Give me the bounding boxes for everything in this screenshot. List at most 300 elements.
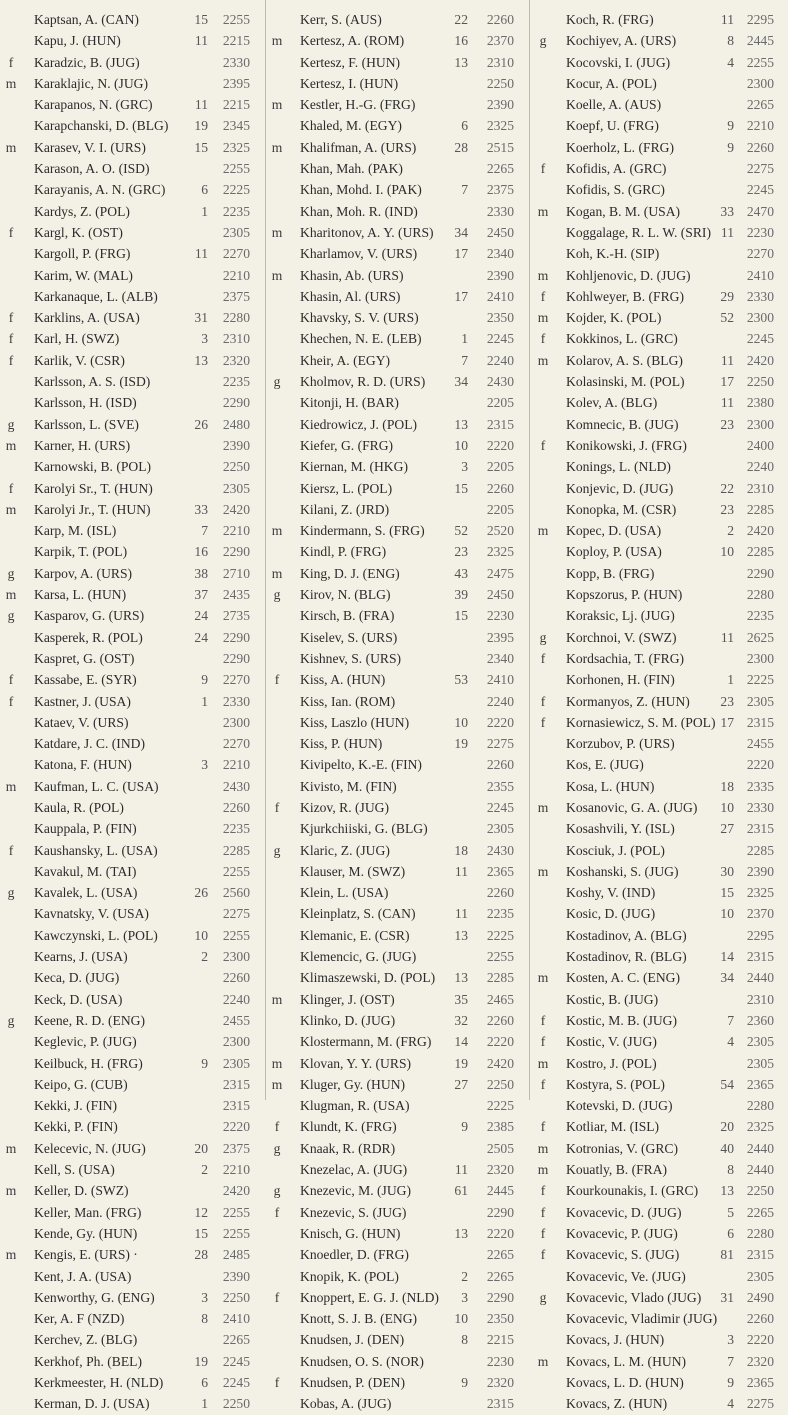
player-name: Kastner, J. (USA) <box>34 693 131 709</box>
player-row <box>266 818 524 839</box>
player-name: Keglevic, P. (JUG) <box>34 1034 137 1050</box>
player-rating: 2280 <box>746 1098 774 1114</box>
player-name: Knopik, K. (POL) <box>300 1268 399 1284</box>
player-rating: 2735 <box>222 608 250 624</box>
player-name: Kosten, A. C. (ENG) <box>566 970 681 986</box>
player-rating: 2350 <box>486 310 514 326</box>
player-rating: 2365 <box>746 1375 774 1390</box>
player-row <box>266 946 524 967</box>
player-name: Kluger, Gy. (HUN) <box>300 1076 406 1092</box>
player-rating: 2285 <box>486 970 514 986</box>
player-name: Keller, D. (SWZ) <box>34 1183 129 1199</box>
player-games: 20 <box>194 1140 208 1156</box>
player-row <box>266 435 524 456</box>
player-name: Knezevic, S. (JUG) <box>300 1204 407 1220</box>
player-games: 24 <box>194 608 208 624</box>
player-games: 9 <box>461 1375 468 1390</box>
player-title: m <box>537 1055 549 1071</box>
player-games: 18 <box>454 842 468 858</box>
player-rating: 2325 <box>746 885 774 901</box>
player-games: 7 <box>461 352 468 368</box>
player-name: Kos, E. (JUG) <box>566 757 644 773</box>
player-name: Kostic, M. B. (JUG) <box>566 1012 678 1028</box>
player-rating: 2370 <box>746 906 774 922</box>
player-name: Knoppert, E. G. J. (NLD) <box>300 1289 439 1305</box>
player-row <box>532 818 784 839</box>
player-title: f <box>540 1225 546 1241</box>
player-title: m <box>537 267 549 283</box>
player-rating: 2275 <box>746 1396 774 1412</box>
player-name: Kenworthy, G. (ENG) <box>34 1289 155 1305</box>
player-row <box>532 1053 784 1074</box>
player-row <box>266 627 524 648</box>
player-row <box>266 328 524 349</box>
player-name: Kotevski, D. (JUG) <box>566 1098 673 1114</box>
player-name: Khasin, Ab. (URS) <box>300 267 404 283</box>
players-column-3 <box>532 9 784 1415</box>
player-row <box>266 286 524 307</box>
player-row <box>0 1287 262 1308</box>
player-rating: 2215 <box>222 33 250 49</box>
player-title: m <box>537 203 549 219</box>
player-title: m <box>271 139 283 155</box>
player-row <box>532 1351 784 1372</box>
player-games: 43 <box>454 565 468 581</box>
player-name: Kouatly, B. (FRA) <box>566 1162 668 1178</box>
player-games: 7 <box>201 523 208 539</box>
player-name: Koploy, P. (USA) <box>566 544 662 560</box>
player-rating: 2420 <box>486 1055 514 1071</box>
player-row <box>266 371 524 392</box>
player-row <box>532 499 784 520</box>
player-row <box>0 73 262 94</box>
player-name: Kargoll, P. (FRG) <box>34 246 131 262</box>
player-row <box>0 499 262 520</box>
player-title: f <box>540 288 546 304</box>
player-games: 3 <box>201 757 208 773</box>
player-title: m <box>5 778 17 794</box>
player-row <box>532 1074 784 1095</box>
player-rating: 2265 <box>746 1204 774 1220</box>
player-title: f <box>540 437 546 453</box>
player-name: Korhonen, H. (FIN) <box>566 672 675 688</box>
player-games: 7 <box>461 182 468 198</box>
player-games: 6 <box>201 182 208 198</box>
player-row <box>0 1393 262 1414</box>
player-name: Kerchev, Z. (BLG) <box>34 1332 138 1348</box>
player-name: Koerholz, L. (FRG) <box>566 139 674 155</box>
player-title: g <box>273 587 281 603</box>
player-row <box>532 222 784 243</box>
player-games: 23 <box>720 501 734 517</box>
player-rating: 2430 <box>486 842 514 858</box>
player-row <box>266 414 524 435</box>
player-row <box>532 840 784 861</box>
player-rating: 2410 <box>222 1311 250 1327</box>
player-rating: 2420 <box>222 501 250 517</box>
player-rating: 2310 <box>486 54 514 70</box>
player-name: Kosic, D. (JUG) <box>566 906 656 922</box>
player-rating: 2450 <box>486 224 514 240</box>
player-rating: 2330 <box>746 799 774 815</box>
player-row <box>0 520 262 541</box>
player-name: Ker, A. F (NZD) <box>34 1311 125 1327</box>
player-games: 2 <box>727 523 734 539</box>
player-row <box>532 648 784 669</box>
player-name: Kovacs, L. D. (HUN) <box>566 1375 684 1390</box>
player-rating: 2245 <box>746 182 774 198</box>
player-name: Klostermann, M. (FRG) <box>300 1034 432 1050</box>
player-rating: 2325 <box>746 1119 774 1135</box>
player-rating: 2300 <box>222 714 250 730</box>
player-row <box>266 1266 524 1287</box>
player-rating: 2235 <box>486 906 514 922</box>
player-rating: 2315 <box>746 821 774 837</box>
player-title: f <box>274 1375 280 1390</box>
player-games: 31 <box>194 310 208 326</box>
player-row <box>532 371 784 392</box>
player-row <box>266 691 524 712</box>
player-row <box>266 1074 524 1095</box>
player-rating: 2290 <box>222 544 250 560</box>
player-row <box>266 1159 524 1180</box>
player-name: Kerkhof, Ph. (BEL) <box>34 1353 142 1369</box>
player-name: Kovacevic, Ve. (JUG) <box>566 1268 686 1284</box>
player-rating: 2265 <box>486 1268 514 1284</box>
player-name: Knudsen, P. (DEN) <box>300 1375 405 1390</box>
player-row <box>266 1031 524 1052</box>
player-row <box>266 1180 524 1201</box>
player-name: Karlsson, A. S. (ISD) <box>34 374 151 390</box>
player-row <box>266 648 524 669</box>
player-name: Konikowski, J. (FRG) <box>566 437 687 453</box>
player-games: 2 <box>201 1162 208 1178</box>
player-title: f <box>274 799 280 815</box>
player-name: Kengis, E. (URS) · <box>34 1247 138 1263</box>
player-games: 34 <box>454 374 468 390</box>
player-rating: 2300 <box>746 416 774 432</box>
player-rating: 2220 <box>746 757 774 773</box>
player-title: f <box>540 161 546 177</box>
player-row <box>0 1266 262 1287</box>
player-rating: 2375 <box>222 1140 250 1156</box>
player-row <box>266 52 524 73</box>
player-rating: 2335 <box>746 778 774 794</box>
player-name: Kishnev, S. (URS) <box>300 650 402 666</box>
player-rating: 2315 <box>486 416 514 432</box>
player-name: Keller, Man. (FRG) <box>34 1204 142 1220</box>
player-games: 23 <box>454 544 468 560</box>
player-games: 7 <box>727 1353 734 1369</box>
player-title: f <box>8 310 14 326</box>
player-games: 23 <box>720 416 734 432</box>
player-name: Kekki, P. (FIN) <box>34 1119 118 1135</box>
player-name: Kolasinski, M. (POL) <box>566 374 685 390</box>
player-name: Kivisto, M. (FIN) <box>300 778 397 794</box>
player-name: Khan, Mohd. I. (PAK) <box>300 182 422 198</box>
player-name: Kopec, D. (USA) <box>566 523 662 539</box>
player-row <box>532 1372 784 1393</box>
player-name: Konings, L. (NLD) <box>566 459 671 475</box>
player-name: Kotliar, M. (ISL) <box>566 1119 660 1135</box>
player-rating: 2325 <box>222 139 250 155</box>
player-rating: 2320 <box>746 1353 774 1369</box>
players-column-1 <box>0 9 262 1415</box>
player-rating: 2325 <box>486 544 514 560</box>
player-row <box>0 222 262 243</box>
player-row <box>532 414 784 435</box>
player-row <box>532 797 784 818</box>
player-games: 13 <box>454 54 468 70</box>
player-row <box>532 456 784 477</box>
player-row <box>0 946 262 967</box>
player-row <box>0 478 262 499</box>
player-games: 11 <box>454 1162 468 1178</box>
player-games: 35 <box>454 991 468 1007</box>
player-title: f <box>540 1076 546 1092</box>
player-name: Kivipelto, K.-E. (FIN) <box>300 757 422 773</box>
player-rating: 2255 <box>222 927 250 943</box>
player-rating: 2380 <box>746 395 774 411</box>
player-rating: 2265 <box>486 1247 514 1263</box>
player-games: 53 <box>454 672 468 688</box>
player-row <box>266 201 524 222</box>
player-row <box>532 861 784 882</box>
player-rating: 2260 <box>222 970 250 986</box>
player-rating: 2315 <box>486 1396 514 1412</box>
player-games: 14 <box>720 949 734 965</box>
player-row <box>0 861 262 882</box>
player-rating: 2255 <box>746 54 774 70</box>
player-rating: 2220 <box>486 714 514 730</box>
player-rating: 2245 <box>222 1353 250 1369</box>
player-row <box>0 1223 262 1244</box>
player-row <box>532 392 784 413</box>
player-name: Koelle, A. (AUS) <box>566 97 662 113</box>
player-games: 17 <box>720 714 734 730</box>
player-games: 40 <box>720 1140 734 1156</box>
player-name: Kiss, Laszlo (HUN) <box>300 714 410 730</box>
player-row <box>0 541 262 562</box>
player-row <box>0 967 262 988</box>
player-games: 61 <box>454 1183 468 1199</box>
player-name: Klimaszewski, D. (POL) <box>300 970 436 986</box>
player-name: Karl, H. (SWZ) <box>34 331 120 347</box>
player-games: 38 <box>194 565 208 581</box>
player-rating: 2260 <box>486 12 514 27</box>
player-name: Koch, R. (FRG) <box>566 12 654 27</box>
player-row <box>532 1116 784 1137</box>
player-rating: 2445 <box>486 1183 514 1199</box>
player-title: f <box>540 1247 546 1263</box>
player-games: 19 <box>454 736 468 752</box>
player-row <box>266 925 524 946</box>
player-row <box>266 840 524 861</box>
player-name: Koshanski, S. (JUG) <box>566 863 679 879</box>
player-row <box>532 1095 784 1116</box>
player-title: g <box>539 33 547 49</box>
player-games: 9 <box>201 672 208 688</box>
player-name: Kavalek, L. (USA) <box>34 885 138 901</box>
player-name: Klugman, R. (USA) <box>300 1098 410 1114</box>
player-title: m <box>537 523 549 539</box>
player-row <box>532 882 784 903</box>
player-rating: 2385 <box>486 1119 514 1135</box>
player-rating: 2355 <box>486 778 514 794</box>
player-rating: 2205 <box>486 459 514 475</box>
player-title: m <box>5 587 17 603</box>
player-games: 3 <box>461 1289 468 1305</box>
player-row <box>0 925 262 946</box>
player-name: Kiefer, G. (FRG) <box>300 437 394 453</box>
player-name: Kelecevic, N. (JUG) <box>34 1140 146 1156</box>
player-row <box>266 1138 524 1159</box>
player-row <box>0 201 262 222</box>
player-rating: 2285 <box>222 842 250 858</box>
player-row <box>0 1244 262 1265</box>
player-name: Kertesz, I. (HUN) <box>300 75 399 91</box>
player-games: 9 <box>461 1119 468 1135</box>
player-title: g <box>7 885 15 901</box>
player-name: Keipo, G. (CUB) <box>34 1076 128 1092</box>
player-rating: 2275 <box>746 161 774 177</box>
player-row <box>532 73 784 94</box>
player-name: Knezelac, A. (JUG) <box>300 1162 408 1178</box>
player-row <box>0 1372 262 1393</box>
player-games: 13 <box>454 416 468 432</box>
player-title: g <box>7 1012 15 1028</box>
player-rating: 2220 <box>746 1332 774 1348</box>
player-rating: 2315 <box>746 714 774 730</box>
player-rating: 2245 <box>486 331 514 347</box>
player-rating: 2270 <box>222 672 250 688</box>
player-games: 11 <box>720 352 734 368</box>
player-row <box>0 648 262 669</box>
player-games: 27 <box>454 1076 468 1092</box>
player-title: f <box>8 352 14 368</box>
player-row <box>0 733 262 754</box>
player-name: Kovacevic, Vlado (JUG) <box>566 1289 702 1305</box>
player-games: 3 <box>727 1332 734 1348</box>
player-row <box>266 520 524 541</box>
player-games: 11 <box>720 629 734 645</box>
player-rating: 2205 <box>486 501 514 517</box>
player-row <box>0 1308 262 1329</box>
player-name: Kende, Gy. (HUN) <box>34 1225 138 1241</box>
player-name: Kopszorus, P. (HUN) <box>566 587 683 603</box>
player-title: f <box>274 1119 280 1135</box>
player-rating: 2210 <box>222 523 250 539</box>
player-name: Karolyi Sr., T. (HUN) <box>34 480 153 496</box>
player-row <box>266 392 524 413</box>
player-title: f <box>540 650 546 666</box>
player-games: 30 <box>720 863 734 879</box>
player-title: f <box>540 693 546 709</box>
player-name: Khaled, M. (EGY) <box>300 118 402 134</box>
player-rating: 2340 <box>486 650 514 666</box>
player-name: Kosashvili, Y. (ISL) <box>566 821 675 837</box>
player-rating: 2410 <box>486 288 514 304</box>
player-row <box>532 1393 784 1414</box>
player-name: Kerr, S. (AUS) <box>300 12 382 27</box>
player-row <box>266 478 524 499</box>
player-rating: 2330 <box>222 693 250 709</box>
player-row <box>266 1393 524 1414</box>
player-rating: 2245 <box>486 799 514 815</box>
player-name: Klinger, J. (OST) <box>300 991 395 1007</box>
player-rating: 2265 <box>746 97 774 113</box>
player-games: 13 <box>720 1183 734 1199</box>
player-rating: 2390 <box>222 437 250 453</box>
player-games: 2 <box>201 949 208 965</box>
player-name: Karaklajic, N. (JUG) <box>34 75 148 91</box>
player-rating: 2395 <box>222 75 250 91</box>
player-name: Kostro, J. (POL) <box>566 1055 657 1071</box>
player-rating: 2305 <box>746 1034 774 1050</box>
player-row <box>0 669 262 690</box>
player-games: 11 <box>454 906 468 922</box>
player-games: 39 <box>454 587 468 603</box>
player-name: Koh, K.-H. (SIP) <box>566 246 660 262</box>
player-row <box>266 733 524 754</box>
player-rating: 2375 <box>486 182 514 198</box>
player-row <box>0 1010 262 1031</box>
player-row <box>266 712 524 733</box>
player-rating: 2320 <box>222 352 250 368</box>
player-row <box>266 1372 524 1393</box>
player-name: Karlsson, H. (ISD) <box>34 395 137 411</box>
player-rating: 2260 <box>486 480 514 496</box>
player-name: Kaula, R. (POL) <box>34 799 124 815</box>
player-row <box>0 265 262 286</box>
player-row <box>0 179 262 200</box>
player-row <box>266 1223 524 1244</box>
player-games: 9 <box>727 139 734 155</box>
player-name: Kaptsan, A. (CAN) <box>34 12 139 27</box>
player-rating: 2215 <box>222 97 250 113</box>
player-row <box>532 265 784 286</box>
player-row <box>0 328 262 349</box>
player-name: Kent, J. A. (USA) <box>34 1268 132 1284</box>
player-rating: 2270 <box>222 736 250 752</box>
player-row <box>266 605 524 626</box>
player-games: 11 <box>194 246 208 262</box>
player-row <box>0 137 262 158</box>
player-row <box>0 627 262 648</box>
player-rating: 2260 <box>746 1311 774 1327</box>
player-name: Knudsen, O. S. (NOR) <box>300 1353 424 1369</box>
player-games: 1 <box>727 672 734 688</box>
player-row <box>266 882 524 903</box>
player-rating: 2255 <box>222 1225 250 1241</box>
player-name: Karapanos, N. (GRC) <box>34 97 153 113</box>
player-rating: 2340 <box>486 246 514 262</box>
player-name: Kosa, L. (HUN) <box>566 778 655 794</box>
player-row <box>266 1329 524 1350</box>
player-name: Knezevic, M. (JUG) <box>300 1183 411 1199</box>
player-games: 17 <box>454 246 468 262</box>
player-row <box>532 30 784 51</box>
player-name: Kostyra, S. (POL) <box>566 1076 665 1092</box>
player-games: 19 <box>194 1353 208 1369</box>
player-games: 1 <box>201 203 208 219</box>
player-name: Kasparov, G. (URS) <box>34 608 145 624</box>
player-row <box>532 201 784 222</box>
player-games: 37 <box>194 587 208 603</box>
player-name: Keck, D. (USA) <box>34 991 123 1007</box>
player-name: Karnowski, B. (POL) <box>34 459 152 475</box>
player-row <box>532 1138 784 1159</box>
